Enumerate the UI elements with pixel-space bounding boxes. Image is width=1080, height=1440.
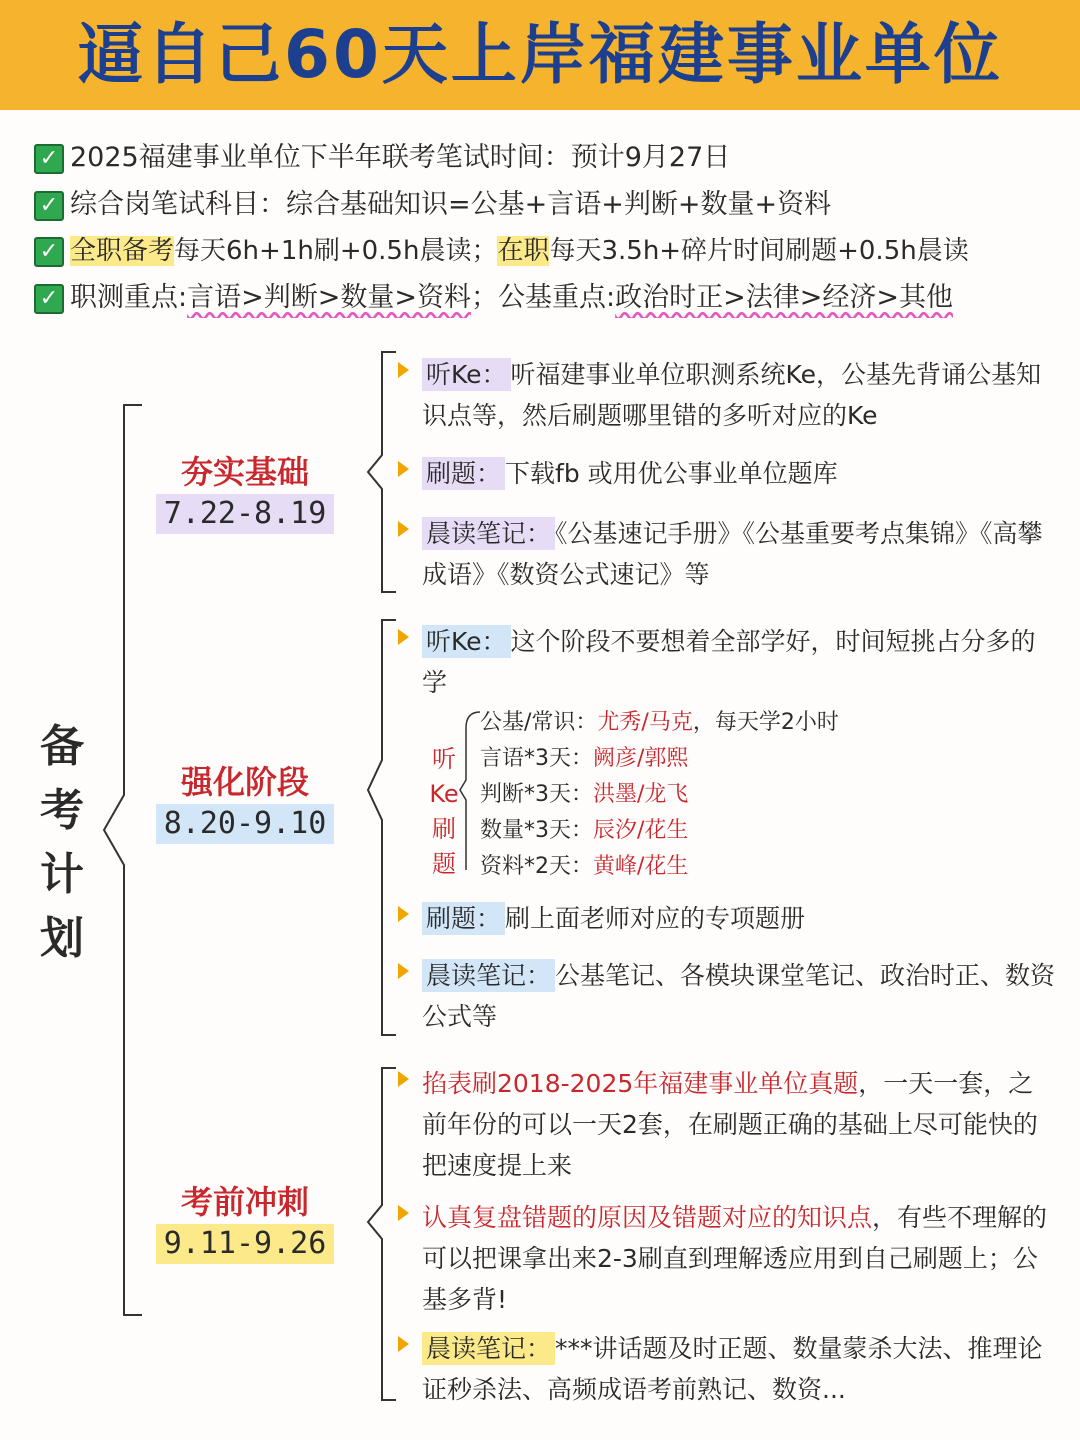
teacher-row: 判断*3天：洪墨/龙飞 [480, 782, 689, 807]
stage-dates: 7.22-8.19 [156, 494, 335, 534]
triangle-bullet-icon [398, 906, 409, 922]
teacher-row: 言语*3天：阙彦/郭熙 [480, 746, 689, 771]
teacher-row: 公基/常识：尤秀/马克，每天学2小时 [480, 710, 839, 735]
list-item: 听Ke： 这个阶段不要想着全部学好，时间短挑占分多的学 [398, 621, 1058, 703]
teachers-label: 听 Ke 刷 题 [429, 745, 459, 878]
list-item: 晨读笔记： ***讲话题及时正题、数量蒙杀大法、推理论证秒杀法、高频成语考前熟记、数资... [398, 1328, 1058, 1410]
triangle-bullet-icon [398, 461, 409, 477]
triangle-bullet-icon [398, 1336, 409, 1352]
triangle-bullet-icon [398, 521, 409, 537]
stage-dates: 9.11-9.26 [156, 1224, 335, 1264]
intro-line: ✓ 综合岗笔试科目：综合基础知识=公基+言语+判断+数量+资料 [34, 185, 1064, 225]
intro-line: ✓ 职测重点:言语>判断>数量>资料；公基重点:政治时正>法律>经济>其他 [34, 278, 1064, 318]
stage-label: 强化阶段 8.20-9.10 [135, 760, 355, 844]
teacher-row: 数量*3天：辰汐/花生 [480, 818, 689, 843]
list-item: 晨读笔记： 公基笔记、各模块课堂笔记、政治时正、数资公式等 [398, 955, 1058, 1037]
triangle-bullet-icon [398, 362, 409, 378]
stage-label: 夯实基础 7.22-8.19 [135, 450, 355, 534]
list-item: 刷题： 下载fb 或用优公事业单位题库 [398, 453, 1058, 494]
checkmark-icon: ✓ [34, 144, 64, 174]
triangle-bullet-icon [398, 629, 409, 645]
triangle-bullet-icon [398, 1071, 409, 1087]
checkmark-icon: ✓ [34, 191, 64, 221]
triangle-bullet-icon [398, 1205, 409, 1221]
checkmark-icon: ✓ [34, 284, 64, 314]
list-item: 刷题： 刷上面老师对应的专项题册 [398, 898, 1058, 939]
intro-line: ✓ 全职备考每天6h+1h刷+0.5h晨读；在职每天3.5h+碎片时间刷题+0.5h晨读 [34, 231, 1064, 271]
stage-dates: 8.20-9.10 [156, 804, 335, 844]
triangle-bullet-icon [398, 963, 409, 979]
checkmark-icon: ✓ [34, 237, 64, 267]
stage-label: 考前冲刺 9.11-9.26 [135, 1180, 355, 1264]
list-item: 掐表刷2018-2025年福建事业单位真题，一天一套，之前年份的可以一天2套，在刷题正确的基础上尽可能快的把速度提上来 [398, 1063, 1058, 1186]
page-title: 逼自己60天上岸福建事业单位 [77, 16, 1003, 93]
list-item: 认真复盘错题的原因及错题对应的知识点，有些不理解的可以把课拿出来2-3刷直到理解透应用到自己刷题上；公基多背! [398, 1197, 1058, 1320]
intro-line: ✓ 2025福建事业单位下半年联考笔试时间：预计9月27日 [34, 138, 1064, 178]
list-item: 晨读笔记： 《公基速记手册》《公基重要考点集锦》《高攀成语》《数资公式速记》等 [398, 513, 1058, 595]
plan-label: 备 考 计 划 [40, 721, 84, 964]
teacher-row: 资料*2天：黄峰/花生 [480, 854, 689, 879]
list-item: 听Ke： 听福建事业单位职测系统Ke，公基先背诵公基知识点等，然后刷题哪里错的多听对应的Ke [398, 354, 1058, 436]
